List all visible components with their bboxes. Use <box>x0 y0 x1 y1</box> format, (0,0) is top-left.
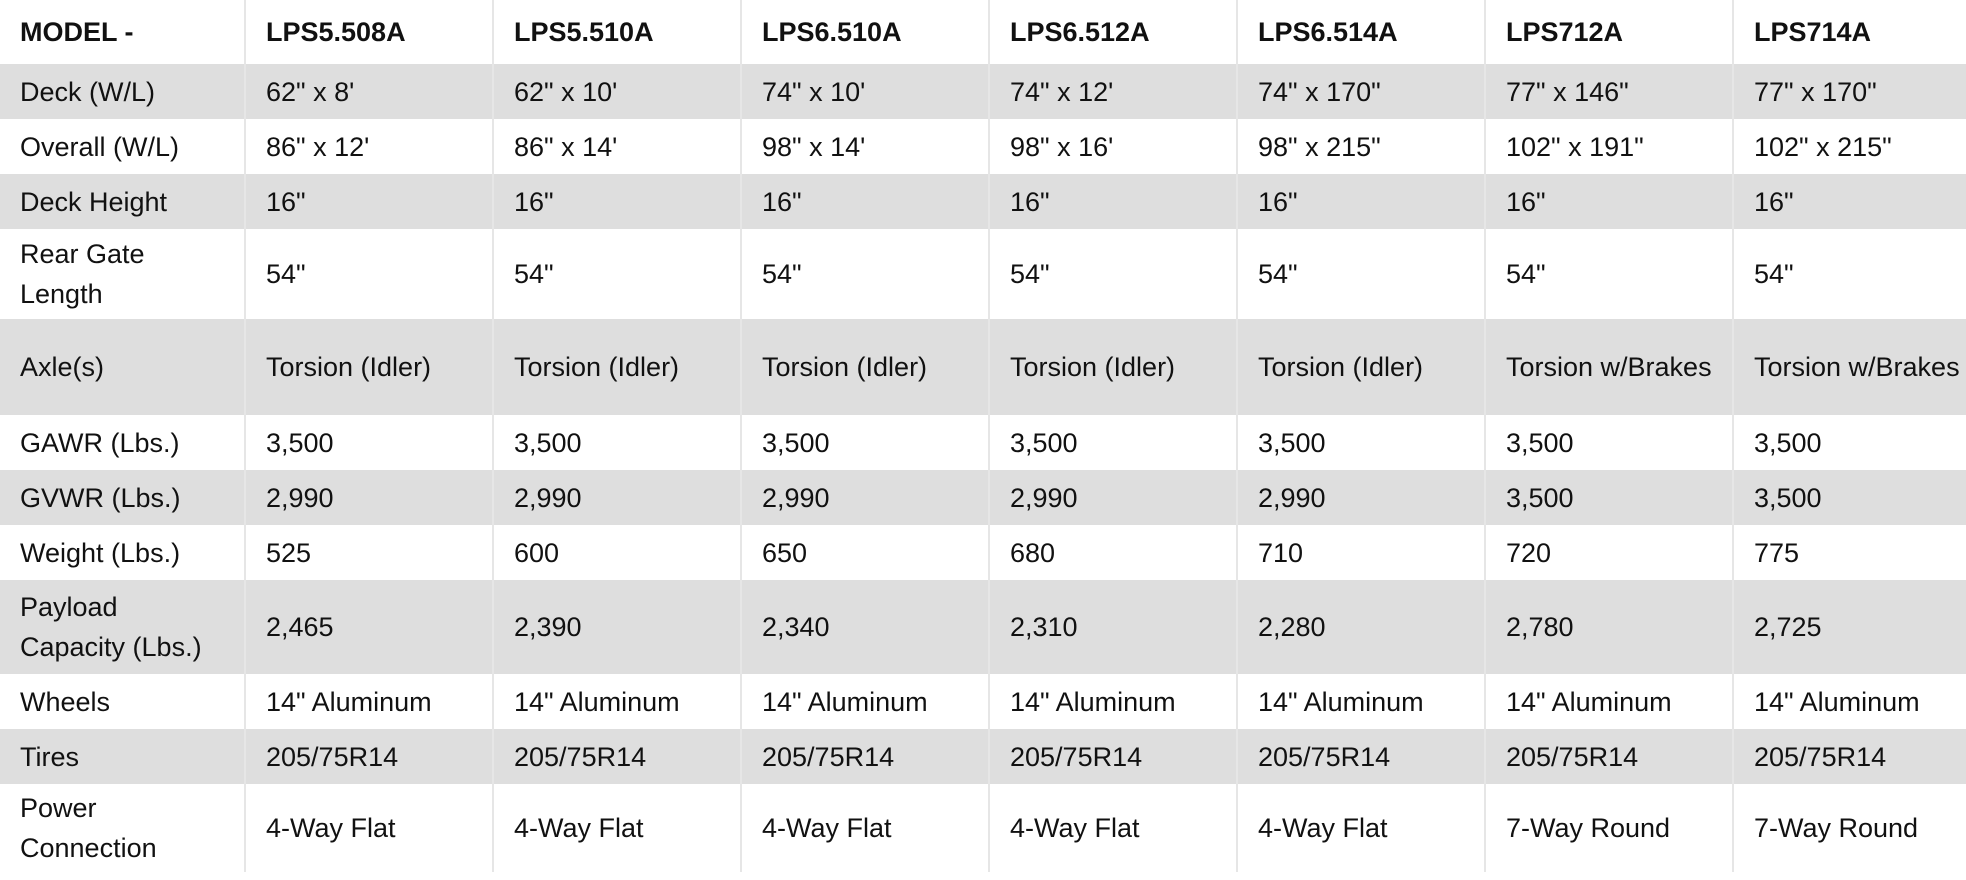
table-cell: 4-Way Flat <box>1237 784 1485 872</box>
table-row <box>0 319 1966 415</box>
table-cell: 54" <box>1237 229 1485 319</box>
table-cell: 205/75R14 <box>493 729 741 784</box>
table-cell: 2,990 <box>1237 470 1485 525</box>
table-cell: 3,500 <box>1733 470 1966 525</box>
header-cell-model: LPS6.510A <box>741 0 989 64</box>
table-cell: 14" Aluminum <box>741 674 989 729</box>
table-cell: Torsion (Idler) <box>741 319 989 415</box>
table-cell: Torsion (Idler) <box>245 319 493 415</box>
table-cell: 4-Way Flat <box>245 784 493 872</box>
table-cell: 54" <box>741 229 989 319</box>
table-row <box>0 119 1966 174</box>
table-cell: 14" Aluminum <box>493 674 741 729</box>
table-cell: 2,310 <box>989 580 1237 674</box>
table-cell: 710 <box>1237 525 1485 580</box>
table-row <box>0 729 1966 784</box>
table-cell: 14" Aluminum <box>1733 674 1966 729</box>
header-cell-model: LPS5.510A <box>493 0 741 64</box>
table-row <box>0 525 1966 580</box>
table-row <box>0 580 1966 674</box>
table-cell: 650 <box>741 525 989 580</box>
table-cell: Torsion (Idler) <box>1237 319 1485 415</box>
table-cell: 205/75R14 <box>989 729 1237 784</box>
table-cell: 16" <box>1237 174 1485 229</box>
table-cell: 4-Way Flat <box>741 784 989 872</box>
table-cell: 102" x 191" <box>1485 119 1733 174</box>
table-cell: 16" <box>245 174 493 229</box>
table-row <box>0 674 1966 729</box>
table-cell: 16" <box>741 174 989 229</box>
table-cell: 2,390 <box>493 580 741 674</box>
table-cell: 4-Way Flat <box>989 784 1237 872</box>
header-cell-model: LPS712A <box>1485 0 1733 64</box>
table-cell: 2,990 <box>493 470 741 525</box>
table-cell: 14" Aluminum <box>1237 674 1485 729</box>
header-cell-model: LPS6.514A <box>1237 0 1485 64</box>
table-cell: 98" x 215" <box>1237 119 1485 174</box>
table-cell: 54" <box>989 229 1237 319</box>
table-cell: 16" <box>493 174 741 229</box>
table-cell: 775 <box>1733 525 1966 580</box>
table-cell: 3,500 <box>989 415 1237 470</box>
table-cell: 205/75R14 <box>741 729 989 784</box>
table-cell: 77" x 146" <box>1485 64 1733 119</box>
table-cell: 62" x 10' <box>493 64 741 119</box>
table-cell: 16" <box>989 174 1237 229</box>
header-cell-model: LPS714A <box>1733 0 1966 64</box>
table-cell: 2,780 <box>1485 580 1733 674</box>
table-cell: 3,500 <box>493 415 741 470</box>
table-cell: 3,500 <box>741 415 989 470</box>
table-cell: 205/75R14 <box>1485 729 1733 784</box>
row-label: Weight (Lbs.) <box>0 525 245 580</box>
table-cell: 54" <box>1733 229 1966 319</box>
table-cell: 14" Aluminum <box>989 674 1237 729</box>
table-row <box>0 64 1966 119</box>
table-cell: 2,990 <box>989 470 1237 525</box>
row-label: Deck Height <box>0 174 245 229</box>
table-cell: 74" x 10' <box>741 64 989 119</box>
table-cell: 54" <box>245 229 493 319</box>
table-cell: 2,725 <box>1733 580 1966 674</box>
row-label: GVWR (Lbs.) <box>0 470 245 525</box>
row-label: Deck (W/L) <box>0 64 245 119</box>
table-cell: 205/75R14 <box>1733 729 1966 784</box>
table-cell: 3,500 <box>1733 415 1966 470</box>
table-cell: 14" Aluminum <box>1485 674 1733 729</box>
table-cell: 54" <box>1485 229 1733 319</box>
header-cell-model: LPS6.512A <box>989 0 1237 64</box>
table-cell: Torsion (Idler) <box>989 319 1237 415</box>
table-cell: 7-Way Round <box>1733 784 1966 872</box>
table-cell: 3,500 <box>245 415 493 470</box>
table-cell: 2,990 <box>741 470 989 525</box>
table-cell: 62" x 8' <box>245 64 493 119</box>
row-label: GAWR (Lbs.) <box>0 415 245 470</box>
row-label: Power Connection <box>0 784 245 872</box>
table-cell: 2,990 <box>245 470 493 525</box>
table-cell: Torsion (Idler) <box>493 319 741 415</box>
header-cell-model: LPS5.508A <box>245 0 493 64</box>
table-cell: 102" x 215" <box>1733 119 1966 174</box>
row-label: Tires <box>0 729 245 784</box>
table-cell: 600 <box>493 525 741 580</box>
table-row <box>0 784 1966 872</box>
table-cell: 525 <box>245 525 493 580</box>
table-cell: Torsion w/Brakes <box>1733 319 1966 415</box>
table-row <box>0 470 1966 525</box>
table-cell: 16" <box>1733 174 1966 229</box>
row-label: Rear Gate Length <box>0 229 245 319</box>
table-cell: 4-Way Flat <box>493 784 741 872</box>
table-cell: 74" x 12' <box>989 64 1237 119</box>
header-cell-model-label: MODEL - <box>20 17 134 47</box>
row-label: Payload Capacity (Lbs.) <box>0 580 245 674</box>
table-cell: Torsion w/Brakes <box>1485 319 1733 415</box>
table-cell: 86" x 12' <box>245 119 493 174</box>
table-cell: 54" <box>493 229 741 319</box>
table-cell: 2,340 <box>741 580 989 674</box>
table-cell: 205/75R14 <box>245 729 493 784</box>
table-cell: 205/75R14 <box>1237 729 1485 784</box>
table-cell: 77" x 170" <box>1733 64 1966 119</box>
row-label: Wheels <box>0 674 245 729</box>
table-cell: 3,500 <box>1237 415 1485 470</box>
table-cell: 74" x 170" <box>1237 64 1485 119</box>
row-label: Overall (W/L) <box>0 119 245 174</box>
table-cell: 680 <box>989 525 1237 580</box>
table-cell: 720 <box>1485 525 1733 580</box>
header-row <box>0 0 1966 64</box>
table-row <box>0 415 1966 470</box>
table-row <box>0 229 1966 319</box>
table-cell: 14" Aluminum <box>245 674 493 729</box>
table-cell: 2,280 <box>1237 580 1485 674</box>
table-cell: 7-Way Round <box>1485 784 1733 872</box>
table-cell: 86" x 14' <box>493 119 741 174</box>
table-cell: 3,500 <box>1485 470 1733 525</box>
table-cell: 16" <box>1485 174 1733 229</box>
table-row <box>0 174 1966 229</box>
row-label: Axle(s) <box>0 319 245 415</box>
table-cell: 98" x 14' <box>741 119 989 174</box>
table-cell: 2,465 <box>245 580 493 674</box>
table-cell: 98" x 16' <box>989 119 1237 174</box>
table-cell: 3,500 <box>1485 415 1733 470</box>
